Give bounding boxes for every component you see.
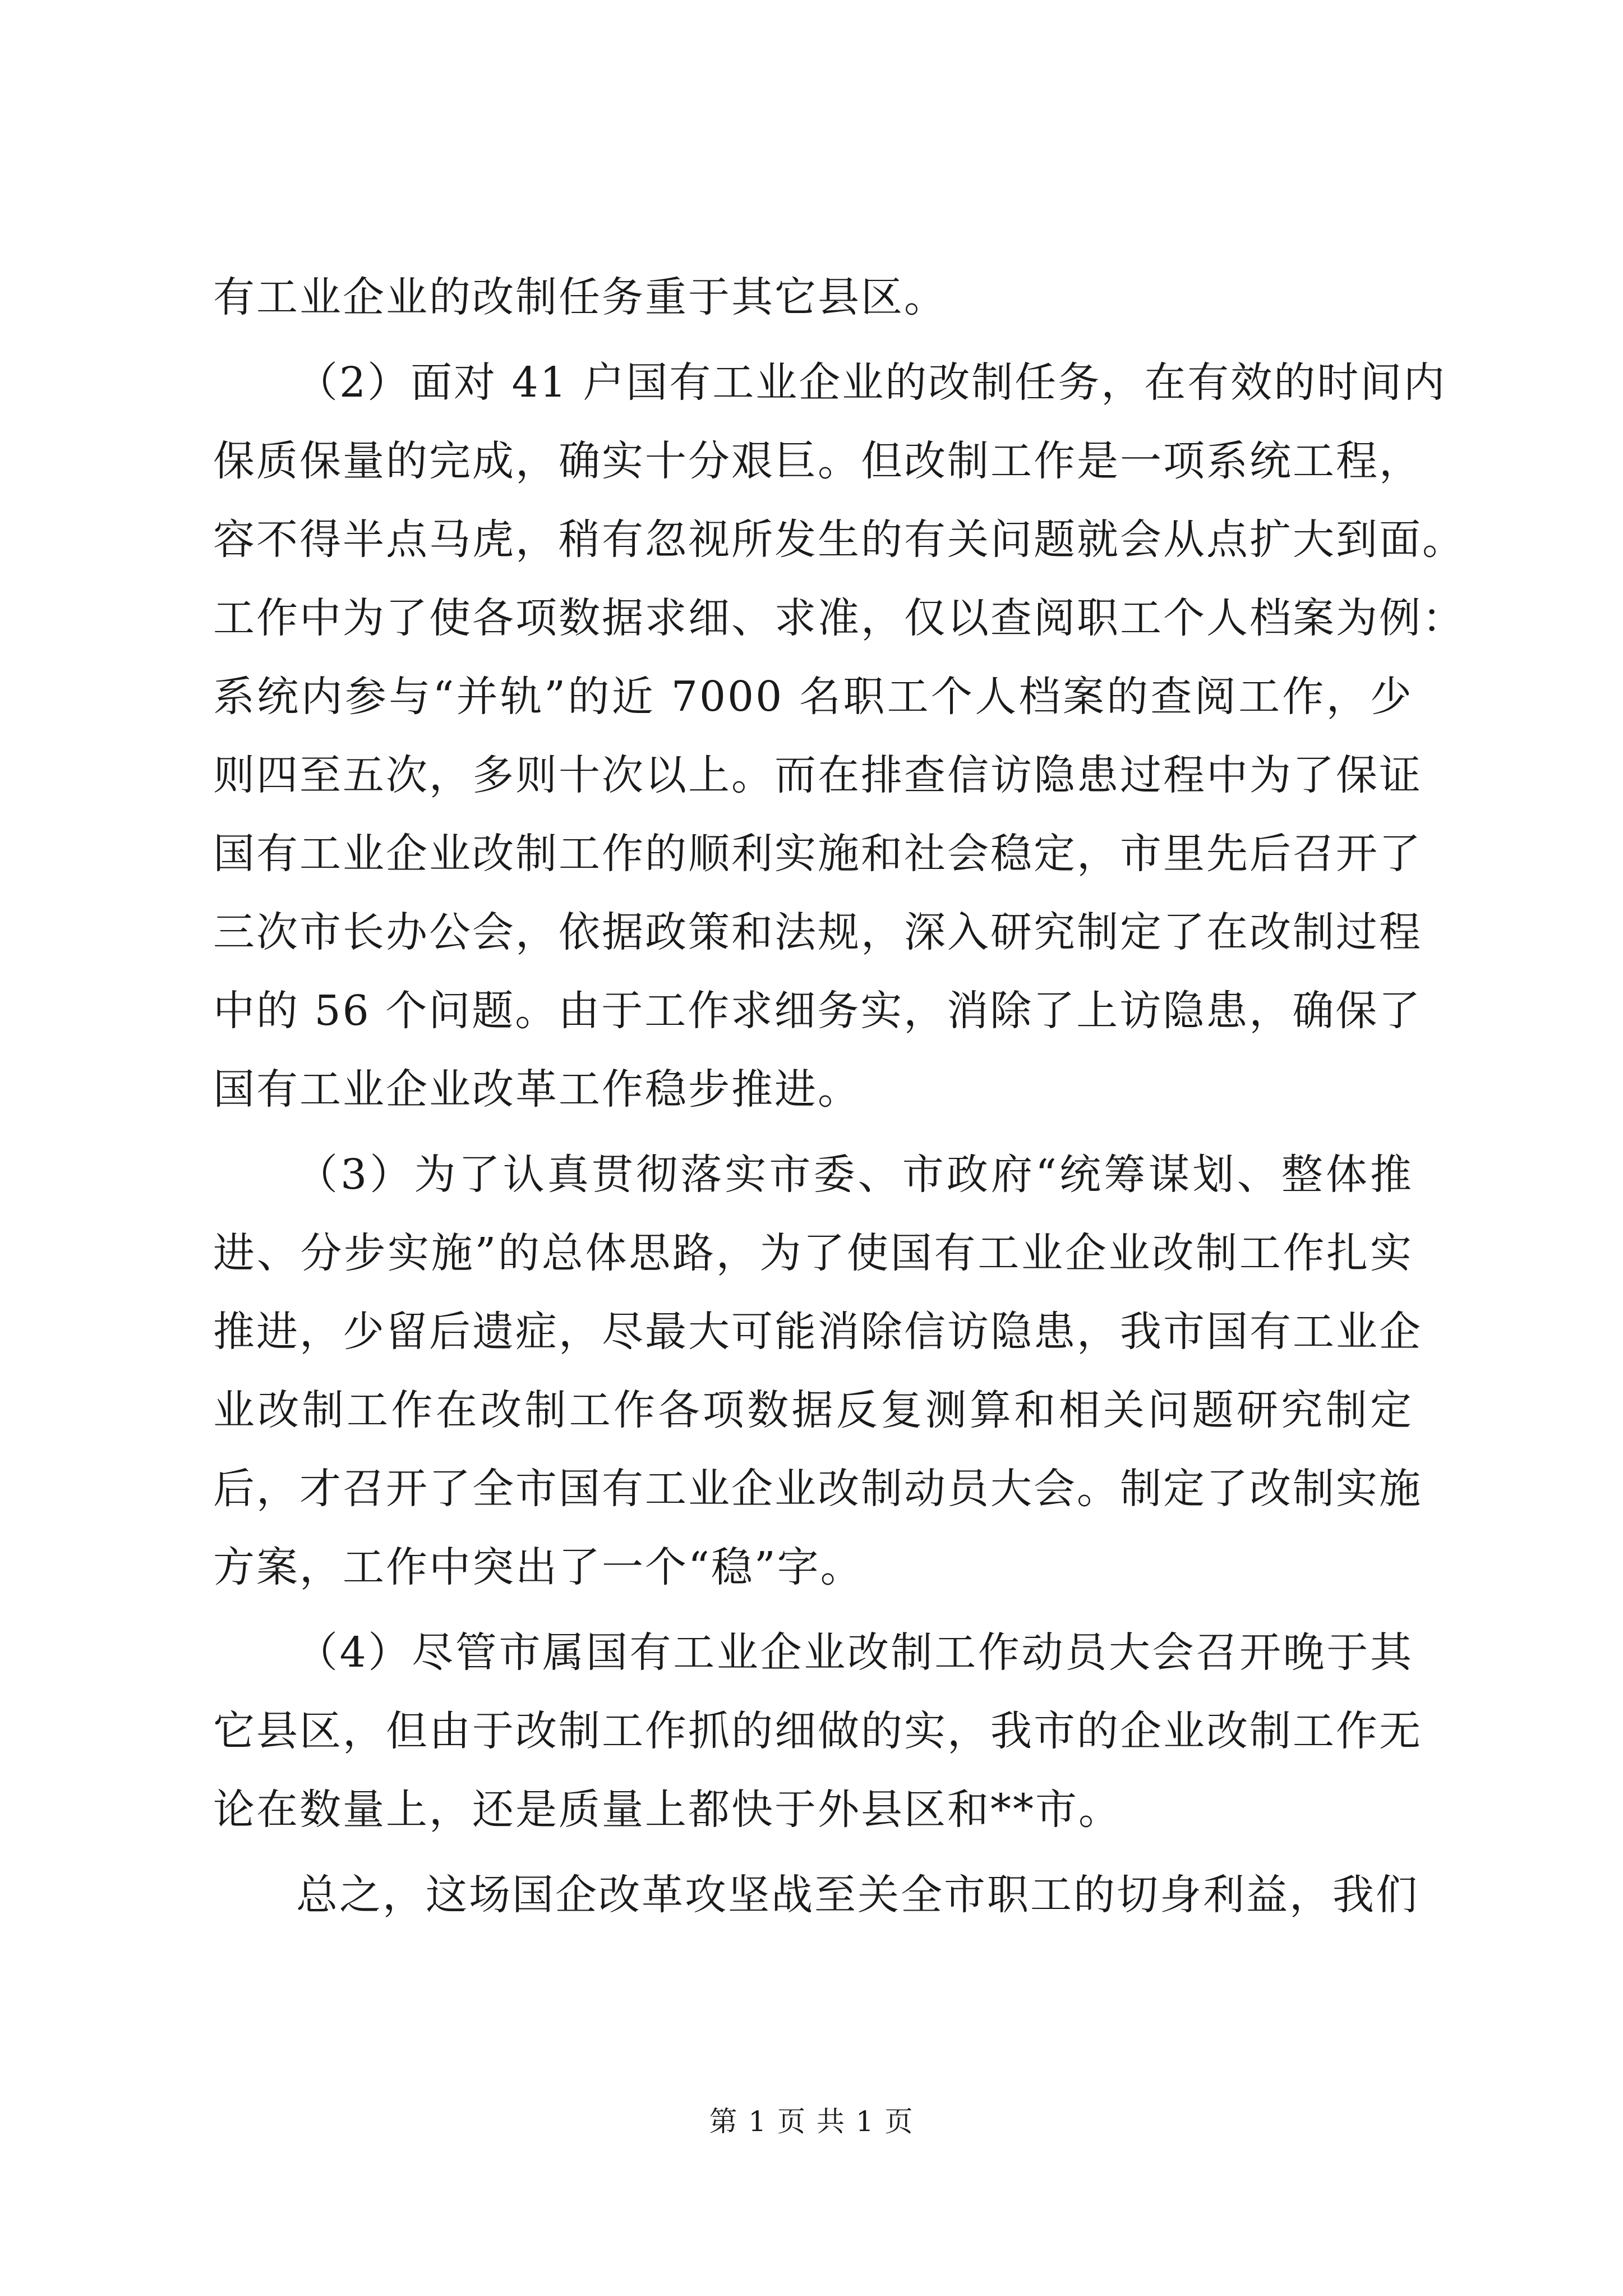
- text-line: （3）为了认真贯彻落实市委、市政府“统筹谋划、整体推: [296, 1151, 1413, 1199]
- text-line: 总之，这场国企改革攻坚战至关全市职工的切身利益，我们: [296, 1871, 1419, 1919]
- text-line: （2）面对 41 户国有工业企业的改制任务，在有效的时间内: [296, 358, 1447, 407]
- text-line: 方案，工作中突出了一个“稳”字。: [213, 1543, 864, 1591]
- paragraph: [213, 343, 1465, 1129]
- text-line: 有工业企业的改制任务重于其它县区。: [213, 273, 947, 321]
- paragraph: [213, 258, 1413, 337]
- text-line: 业改制工作在改制工作各项数据反复测算和相关问题研究制定: [213, 1386, 1413, 1434]
- text-line: 三次市长办公会，依据政策和法规，深入研究制定了在改制过程: [213, 908, 1422, 956]
- text-line: 国有工业企业改革工作稳步推进。: [213, 1065, 861, 1114]
- text-line: 系统内参与“并轨”的近 7000 名职工个人档案的查阅工作，少: [213, 673, 1413, 721]
- text-line: 保质保量的完成，确实十分艰巨。但改制工作是一项系统工程，: [213, 437, 1422, 485]
- paragraph: [213, 1856, 1419, 1934]
- page-footer: 第 1 页 共 1 页: [709, 2105, 914, 2138]
- text-line: （4）尽管市属国有工业企业改制工作动员大会召开晚于其: [296, 1628, 1413, 1677]
- paragraph: [213, 1135, 1422, 1607]
- text-line: 工作中为了使各项数据求细、求准，仅以查阅职工个人档案为例：: [213, 594, 1465, 642]
- text-line: 则四至五次，多则十次以上。而在排查信访隐患过程中为了保证: [213, 751, 1422, 799]
- text-line: 进、分步实施”的总体思路，为了使国有工业企业改制工作扎实: [213, 1229, 1413, 1277]
- text-line: 推进，少留后遗症，尽最大可能消除信访隐患，我市国有工业企: [213, 1308, 1422, 1356]
- text-line: 论在数量上，还是质量上都快于外县区和**市。: [213, 1786, 1122, 1834]
- paragraph: [213, 1613, 1422, 1849]
- text-line: 容不得半点马虎，稍有忽视所发生的有关问题就会从点扩大到面。: [213, 516, 1465, 564]
- text-line: 后，才召开了全市国有工业企业改制动员大会。制定了改制实施: [213, 1465, 1422, 1513]
- text-line: 中的 56 个问题。由于工作求细务实，消除了上访隐患，确保了: [213, 987, 1422, 1035]
- text-line: 国有工业企业改制工作的顺利实施和社会稳定，市里先后召开了: [213, 830, 1422, 878]
- text-line: 它县区，但由于改制工作抓的细做的实，我市的企业改制工作无: [213, 1707, 1422, 1755]
- document-body: [213, 258, 1465, 1934]
